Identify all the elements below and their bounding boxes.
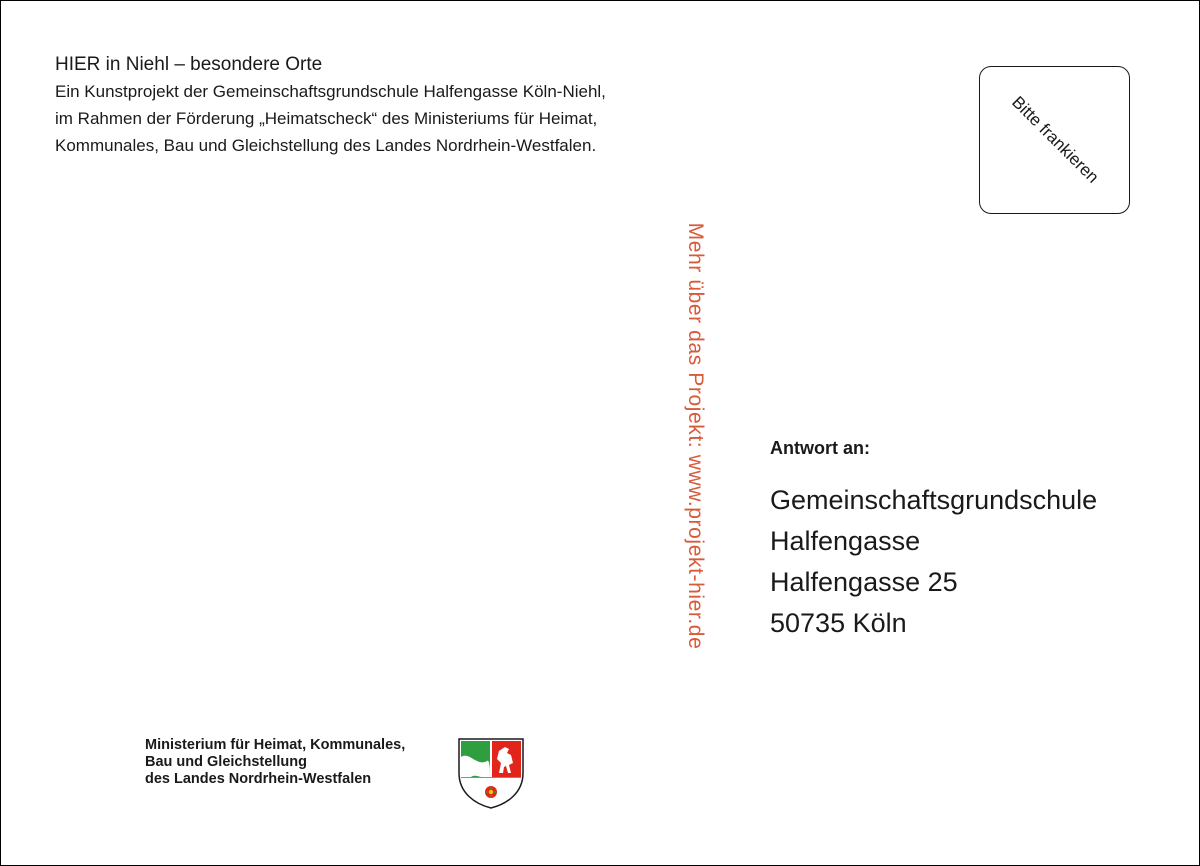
nrw-coat-of-arms-icon bbox=[457, 737, 525, 809]
reply-label: Antwort an: bbox=[770, 438, 870, 458]
project-title: HIER in Niehl – besondere Orte bbox=[55, 54, 323, 75]
project-description-line-2: im Rahmen der Förderung „Heimatscheck“ des Ministeriums für Heimat, bbox=[55, 109, 598, 128]
stamp-area bbox=[979, 66, 1130, 214]
ministry-line-3: des Landes Nordrhein-Westfalen bbox=[145, 771, 372, 787]
address-line-3: Halfengasse 25 bbox=[770, 567, 958, 597]
ministry-line-2: Bau und Gleichstellung bbox=[145, 754, 307, 770]
project-website-text: Mehr über das Projekt: www.projekt-hier.de bbox=[684, 222, 707, 650]
address-line-1: Gemeinschaftsgrundschule bbox=[770, 485, 1098, 515]
project-description-line-1: Ein Kunstprojekt der Gemeinschaftsgrundschule Halfengasse Köln-Niehl, bbox=[55, 82, 606, 101]
ministry-line-1: Ministerium für Heimat, Kommunales, bbox=[145, 737, 406, 753]
intro-block bbox=[55, 52, 755, 159]
project-description-line-3: Kommunales, Bau und Gleichstellung des Landes Nordrhein-Westfalen. bbox=[55, 136, 597, 155]
recipient-address bbox=[770, 480, 1097, 644]
address-line-4: 50735 Köln bbox=[770, 608, 907, 638]
stamp-label: Bitte frankieren bbox=[1007, 92, 1102, 187]
ministry-name bbox=[145, 737, 405, 788]
address-line-2: Halfengasse bbox=[770, 526, 921, 556]
